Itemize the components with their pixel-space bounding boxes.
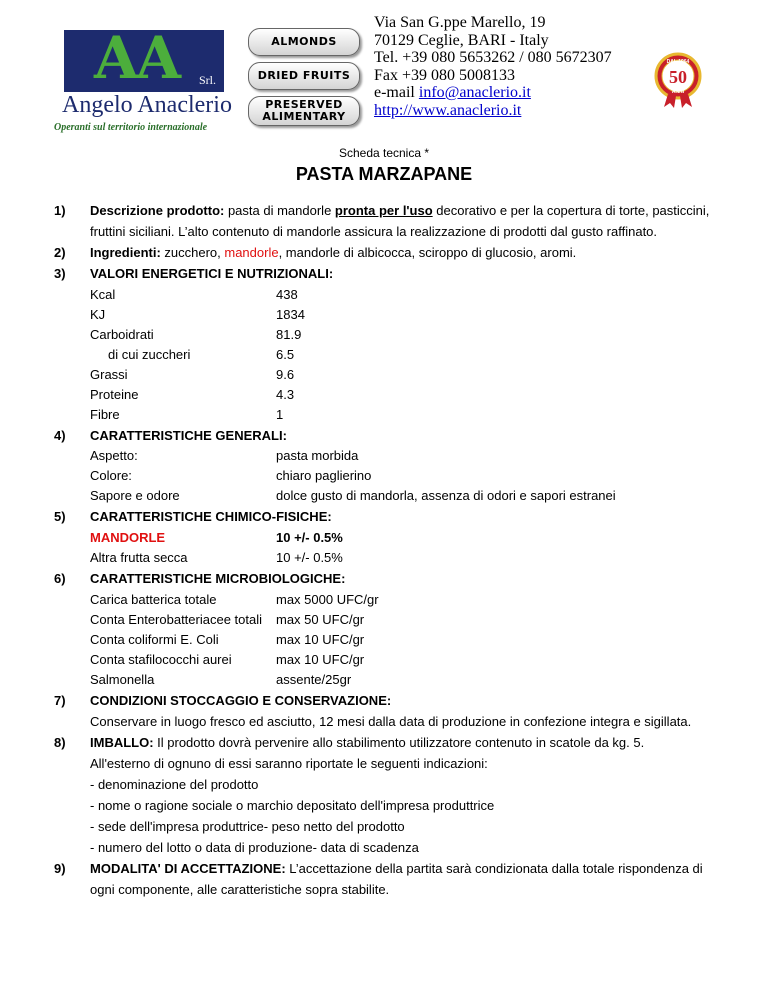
ready-to-use-text: pronta per l'uso xyxy=(334,203,433,218)
section-number-9: 9) xyxy=(54,861,66,876)
product-label-preserved: PRESERVED ALIMENTARY xyxy=(262,98,346,123)
section-6-label: CARATTERISTICHE MICROBIOLOGICHE: xyxy=(90,571,346,586)
nutrition-value: 1834 xyxy=(276,307,305,322)
svg-text:50: 50 xyxy=(669,67,687,87)
property-label: Colore: xyxy=(90,468,132,483)
logo-srl: Srl. xyxy=(198,73,216,87)
website-link[interactable]: http://www.anaclerio.it xyxy=(374,101,522,119)
section-1-line-2: fruttini siciliani. L’alto contenuto di mandorle assicura la realizzazione di prodotti dal gusto raffinato. xyxy=(90,224,658,239)
nutrition-value: 4.3 xyxy=(276,387,295,402)
section-9-line: MODALITA' DI ACCETTAZIONE: L’accettazione della partita sarà condizionata dalla totale rispondenza di xyxy=(90,861,703,876)
company-logo xyxy=(52,24,232,136)
section-number-2: 2) xyxy=(54,245,66,260)
nutrition-label: Kcal xyxy=(90,287,116,302)
section-2-line: Ingredienti: zucchero, mandorle, mandorle di albicocca, sciroppo di glucosio, aromi. xyxy=(90,245,577,260)
packaging-line: - sede dell'impresa produttrice- peso netto del prodotto xyxy=(90,819,405,834)
page-title: PASTA MARZAPANE xyxy=(295,164,473,184)
section-4-label: CARATTERISTICHE GENERALI: xyxy=(90,428,287,443)
property-value: chiaro paglierino xyxy=(276,468,372,483)
property-label: Aspetto: xyxy=(90,448,138,463)
product-button-preserved xyxy=(248,96,360,126)
section-1-label: Descrizione prodotto: xyxy=(90,203,225,218)
section-7-label: CONDIZIONI STOCCAGGIO E CONSERVAZIONE: xyxy=(90,693,392,708)
micro-value: assente/25gr xyxy=(276,672,352,687)
chem-value: 10 +/- 0.5% xyxy=(276,550,343,565)
nutrition-value: 81.9 xyxy=(276,327,302,342)
section-8-line: IMBALLO: Il prodotto dovrà pervenire allo stabilimento utilizzatore contenuto in scatole da kg. 5. xyxy=(90,735,645,750)
section-3-label: VALORI ENERGETICI E NUTRIZIONALI: xyxy=(90,266,334,281)
anniversary-badge-icon xyxy=(650,52,706,108)
packaging-line: All'esterno di ognuno di essi saranno riportate le seguenti indicazioni: xyxy=(90,756,488,771)
nutrition-label: di cui zuccheri xyxy=(108,347,191,362)
logo-company-name: Angelo Anaclerio xyxy=(62,92,232,118)
property-label: Sapore e odore xyxy=(90,488,180,503)
micro-value: max 10 UFC/gr xyxy=(276,632,365,647)
section-number-4: 4) xyxy=(54,428,66,443)
nutrition-label: Fibre xyxy=(90,407,120,422)
micro-label: Conta Enterobatteriacee totali xyxy=(90,612,262,627)
packaging-line: - numero del lotto o data di produzione- data di scadenza xyxy=(90,840,419,855)
address-line-2: 70129 Ceglie, BARI - Italy xyxy=(374,31,549,49)
email-link[interactable]: info@anaclerio.it xyxy=(418,84,531,101)
nutrition-label: Proteine xyxy=(90,387,139,402)
section-9-label: MODALITA' DI ACCETTAZIONE: xyxy=(90,861,286,876)
contact-block xyxy=(374,14,612,119)
micro-label: Carica batterica totale xyxy=(90,592,217,607)
nutrition-label: KJ xyxy=(90,307,106,322)
nutrition-label: Grassi xyxy=(90,367,128,382)
nutrition-value: 9.6 xyxy=(276,367,295,382)
nutrition-label: Carboidrati xyxy=(90,327,154,342)
telephone: Tel. +39 080 5653262 / 080 5672307 xyxy=(374,49,612,66)
section-number-7: 7) xyxy=(54,693,66,708)
packaging-line: - denominazione del prodotto xyxy=(90,777,259,792)
micro-label: Conta stafilococchi aurei xyxy=(90,652,232,667)
section-1-line-1: Descrizione prodotto: pasta di mandorle pronta per l'uso decorativo e per la copertura di torte, pasticcini, xyxy=(90,203,710,218)
logo-emblem: A A Srl. xyxy=(64,30,224,92)
property-value: dolce gusto di mandorla, assenza di odori e sapori estranei xyxy=(276,488,616,503)
address-line-1: Via San G.ppe Marello, 19 xyxy=(374,14,546,31)
micro-value: max 50 UFC/gr xyxy=(276,612,365,627)
packaging-line: - nome o ragione sociale o marchio depositato dell'impresa produttrice xyxy=(90,798,495,813)
section-5-label: CARATTERISTICHE CHIMICO-FISICHE: xyxy=(90,509,332,524)
logo-tagline: Operanti sul territorio internazionale xyxy=(54,122,208,133)
document-type: Scheda tecnica * xyxy=(338,146,430,160)
nutrition-value: 6.5 xyxy=(276,347,295,362)
section-number-3: 3) xyxy=(54,266,66,281)
fax: Fax +39 080 5008133 xyxy=(374,66,516,84)
section-8-label: IMBALLO: xyxy=(90,735,154,750)
svg-text:ANNI: ANNI xyxy=(671,89,685,95)
micro-label: Salmonella xyxy=(90,672,155,687)
chem-value-almonds: 10 +/- 0.5% xyxy=(276,530,343,545)
micro-value: max 10 UFC/gr xyxy=(276,652,365,667)
section-number-1: 1) xyxy=(54,203,66,218)
acceptance-text: ogni componente, alle caratteristiche sopra stabilite. xyxy=(90,882,390,897)
storage-text: Conservare in luogo fresco ed asciutto, 12 mesi dalla data di produzione in confezione integra e sigillata. xyxy=(90,714,692,729)
section-number-5: 5) xyxy=(54,509,66,524)
nutrition-value: 1 xyxy=(276,407,284,422)
section-number-6: 6) xyxy=(54,571,66,586)
chem-label-almonds: MANDORLE xyxy=(90,530,166,545)
section-2-label: Ingredienti: xyxy=(90,245,161,260)
nutrition-value: 438 xyxy=(276,287,298,302)
almonds-highlight: mandorle xyxy=(224,245,279,260)
micro-value: max 5000 UFC/gr xyxy=(276,592,379,607)
section-number-8: 8) xyxy=(54,735,66,750)
property-value: pasta morbida xyxy=(276,448,359,463)
micro-label: Conta coliformi E. Coli xyxy=(90,632,219,647)
product-button-almonds: ALMONDS xyxy=(248,28,360,56)
email-line: e-mail info@anaclerio.it xyxy=(374,84,531,101)
svg-text:DAL 1964: DAL 1964 xyxy=(666,59,690,65)
product-button-dried-fruits: DRIED FRUITS xyxy=(248,62,360,90)
chem-label: Altra frutta secca xyxy=(90,550,188,565)
